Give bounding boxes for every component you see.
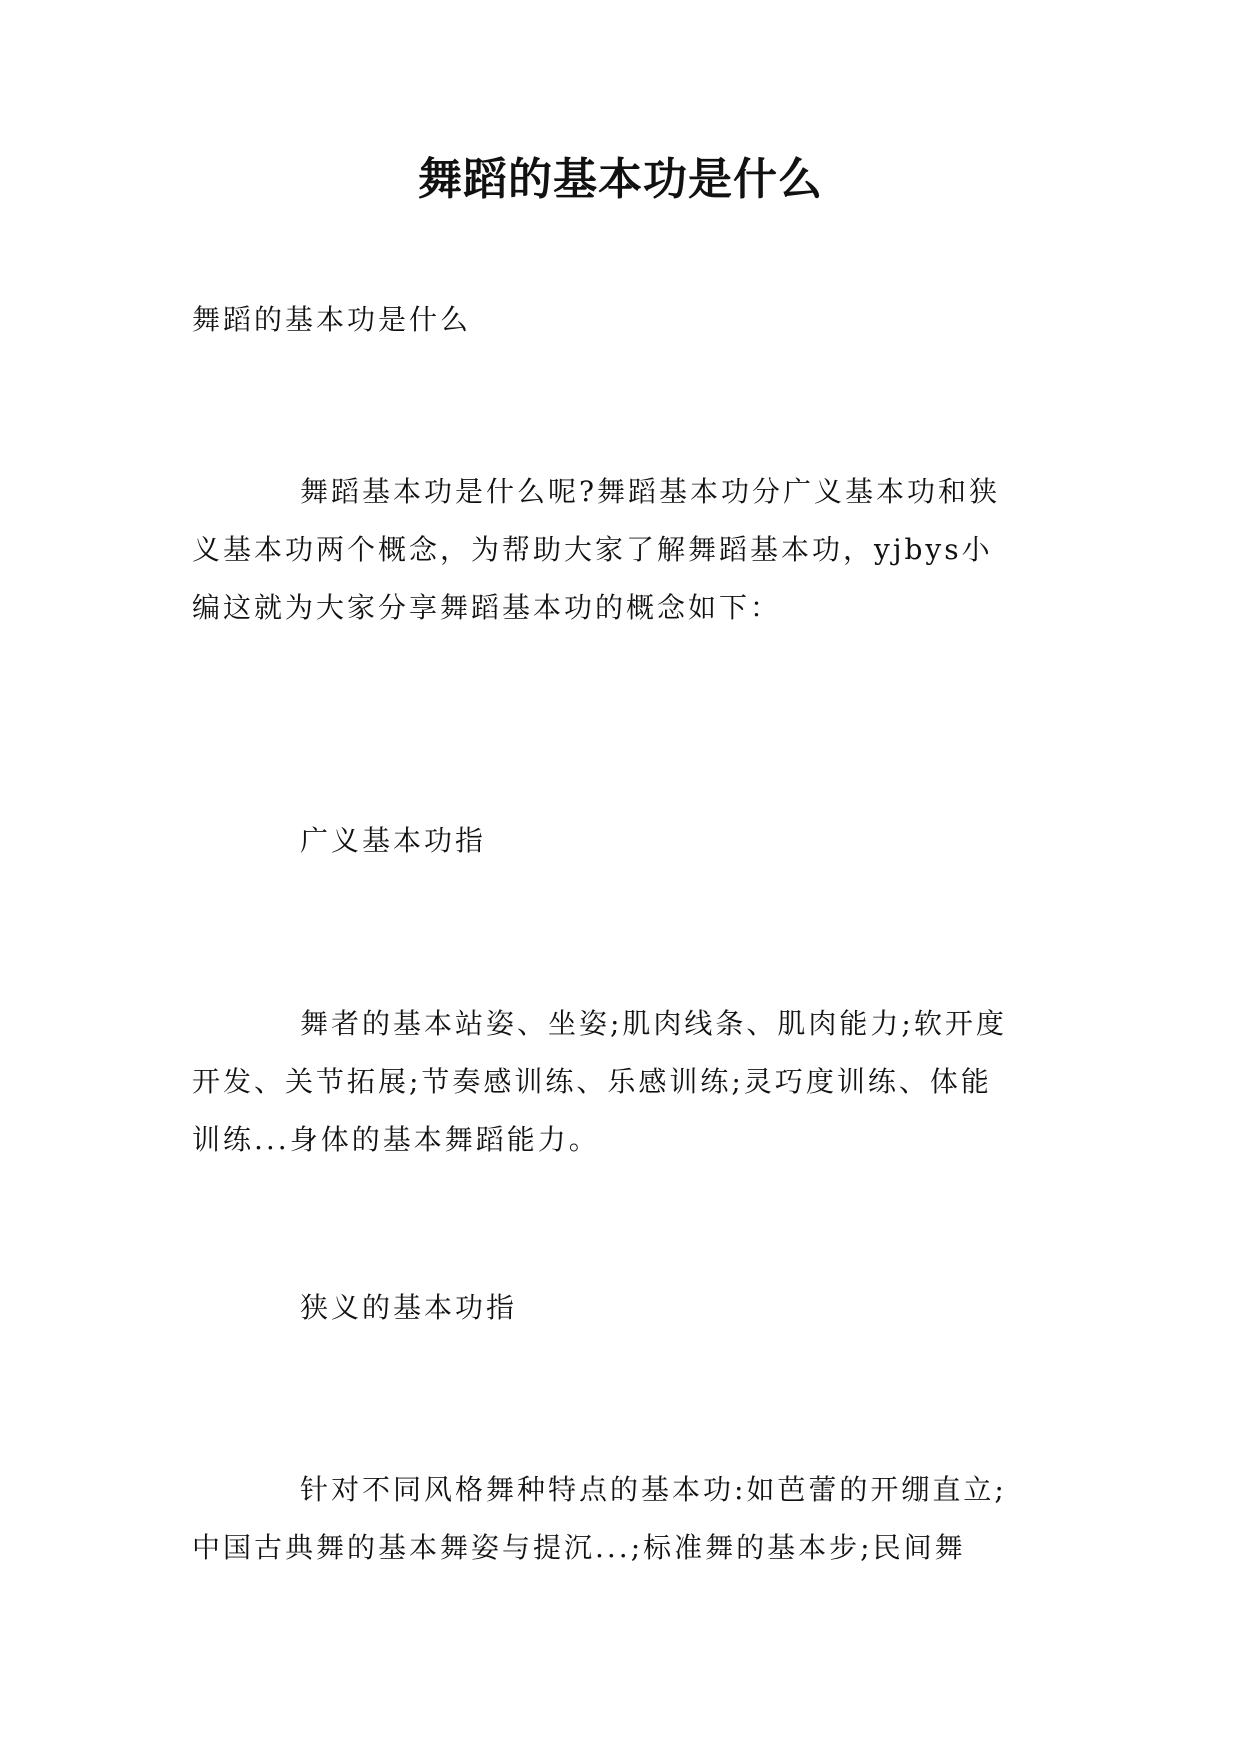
narrow-line-2: 中国古典舞的基本舞姿与提沉...;标准舞的基本步;民间舞 [192, 1531, 966, 1564]
intro-line-1: 舞蹈基本功是什么呢?舞蹈基本功分广义基本功和狭 [300, 475, 1001, 508]
narrow-line-1: 针对不同风格舞种特点的基本功:如芭蕾的开绷直立; [300, 1473, 1007, 1506]
broad-line-2: 开发、关节拓展;节奏感训练、乐感训练;灵巧度训练、体能 [192, 1065, 992, 1098]
broad-heading: 广义基本功指 [300, 824, 487, 857]
broad-paragraph [192, 995, 1054, 1169]
document-title: 舞蹈的基本功是什么 [418, 154, 823, 205]
subtitle-paragraph: 舞蹈的基本功是什么 [192, 303, 472, 336]
broad-line-3: 训练...身体的基本舞蹈能力。 [192, 1123, 600, 1156]
intro-line-2: 义基本功两个概念，为帮助大家了解舞蹈基本功，yjbys小 [192, 533, 993, 566]
narrow-paragraph [192, 1461, 1054, 1577]
narrow-heading: 狭义的基本功指 [300, 1291, 518, 1324]
intro-paragraph [192, 463, 1054, 637]
intro-line-3: 编这就为大家分享舞蹈基本功的概念如下： [192, 591, 782, 624]
broad-line-1: 舞者的基本站姿、坐姿;肌肉线条、肌肉能力;软开度 [300, 1007, 1007, 1040]
